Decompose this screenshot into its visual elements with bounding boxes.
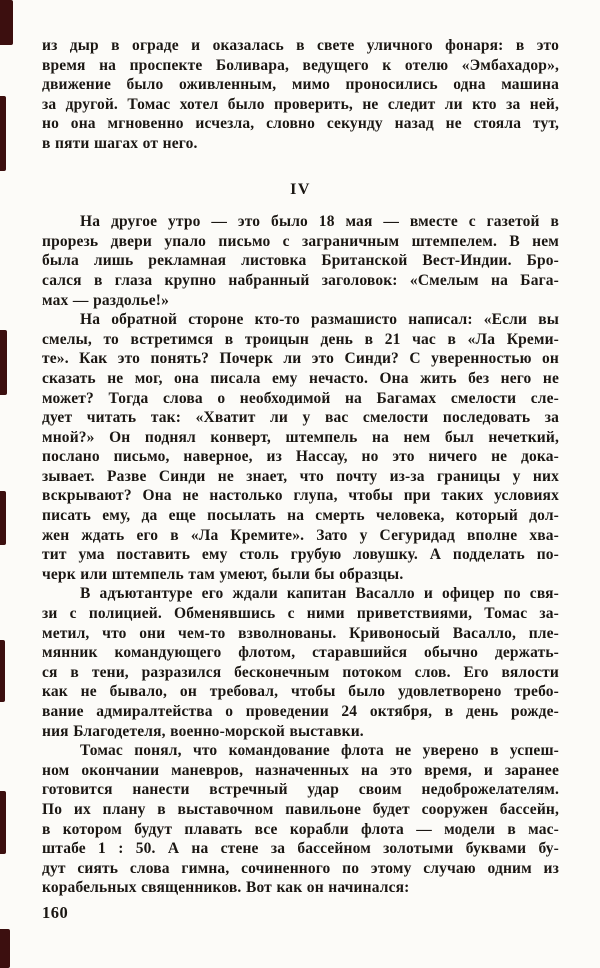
paragraph bbox=[42, 36, 559, 154]
text-line: сказать не мог, она писала ему нечасто. Она жить без него не bbox=[42, 369, 559, 387]
text-line: На другое утро — это было 18 мая — вместе с газетой в bbox=[80, 213, 559, 231]
text-line: мянник командующего флотом, старавшийся обычно держать- bbox=[42, 644, 559, 662]
text-line: мах — раздолье!» bbox=[42, 291, 169, 309]
text-line: ся в тени, разразился бесконечным потоком слов. Его вялости bbox=[42, 663, 559, 681]
text-line: за другой. Томас хотел было проверить, не следит ли кто за ней, bbox=[42, 95, 559, 113]
text-line: вание адмиралтейства о проведении 24 октября, в день рожде- bbox=[42, 703, 559, 720]
text-line: На обратной стороне кто-то размашисто написал: «Если вы bbox=[80, 311, 559, 329]
text-line: как не бывало, он требовал, чтобы было удовлетворено требо- bbox=[42, 683, 559, 701]
text-line: тит ума поставить ему столь грубую ловушку. А подделать по- bbox=[42, 546, 559, 564]
paragraph bbox=[42, 212, 559, 310]
text-line: из дыр в ограде и оказалась в свете уличного фонаря: в это bbox=[42, 37, 559, 54]
text-line: те». Как это понять? Почерк ли это Синди? С уверенностью он bbox=[42, 350, 559, 368]
text-line: зи с полицией. Обменявшись с ними приветствиями, Томас за- bbox=[42, 605, 559, 623]
text-line: жен ждать его в «Ла Кремите». Зато у Сегуридад вполне хва- bbox=[42, 526, 559, 544]
scan-gutter-mark bbox=[0, 0, 13, 45]
section-heading: IV bbox=[290, 180, 311, 198]
scan-gutter-mark bbox=[0, 640, 5, 702]
text-line: ния Благодетеля, военно-морской выставки. bbox=[42, 722, 364, 740]
text-line: движение было оживленным, мимо проносились одна машина bbox=[42, 76, 559, 94]
paragraph bbox=[42, 310, 559, 584]
text-line: в котором будут плавать все корабли флота — модели в мас- bbox=[42, 820, 559, 838]
text-line: метил, что они чем-то взволнованы. Кривоносый Васалло, пле- bbox=[42, 624, 559, 642]
text-line: штабе 1 : 50. А на стене за бассейном золотыми буквами бу- bbox=[42, 840, 559, 858]
paragraph bbox=[42, 584, 559, 741]
text-line: зывает. Разве Синди не знает, что почту из-за границы у них bbox=[42, 467, 559, 485]
text-line: черк или штемпель там умеют, были бы образцы. bbox=[42, 565, 404, 583]
text-line: была лишь рекламная листовка Британской Вест-Индии. Бро- bbox=[42, 252, 559, 270]
text-line: в пяти шагах от него. bbox=[42, 134, 198, 152]
scan-gutter-mark bbox=[0, 96, 6, 171]
text-line: дует читать так: «Хватит ли у вас смелости последовать за bbox=[42, 409, 559, 427]
text-line: Томас понял, что командование флота не уверено в успеш- bbox=[80, 742, 559, 760]
text-line: послано письмо, наверное, из Нассау, но это ничего не дока- bbox=[42, 448, 559, 466]
scan-gutter-mark bbox=[0, 929, 10, 968]
text-line: но она мгновенно исчезла, словно секунду назад не стояла тут, bbox=[42, 115, 559, 133]
text-line: время на проспекте Боливара, ведущего к отелю «Эмбахадор», bbox=[42, 56, 559, 74]
page-number: 160 bbox=[42, 903, 69, 922]
text-line: сался в глаза крупно набранный заголовок: «Смелым на Бага- bbox=[42, 271, 559, 289]
scan-gutter-mark bbox=[0, 791, 6, 854]
text-line: смелы, то встретимся в троицын день в 21 час в «Ла Креми- bbox=[42, 330, 559, 348]
text-line: В адъютантуре его ждали капитан Васалло и офицер по свя- bbox=[80, 585, 559, 603]
text-line: может? Тогда слова о необходимой на Багамах смелости сле- bbox=[42, 389, 559, 407]
paragraph bbox=[42, 741, 559, 898]
text-line: готовится нанести встречный удар своим недоброжелателям. bbox=[42, 781, 559, 799]
text-line: ном окончании маневров, назначенных на это время, и заранее bbox=[42, 761, 559, 779]
text-line: писать ему, да еще посылать на смерть человека, который дол- bbox=[42, 507, 559, 525]
text-line: По их плану в выставочном павильоне будет сооружен бассейн, bbox=[42, 800, 559, 818]
text-line: мной?» Он поднял конверт, штемпель на нем был нечеткий, bbox=[42, 428, 559, 446]
text-line: прорезь двери упало письмо с заграничным штемпелем. В нем bbox=[42, 232, 559, 250]
text-line: вскрывают? Она не настолько глупа, чтобы при таких условиях bbox=[42, 487, 559, 505]
scan-gutter-mark bbox=[0, 491, 6, 545]
scan-gutter-mark bbox=[0, 330, 7, 395]
text-line: дут сиять слова гимна, сочиненного по этому случаю одним из bbox=[42, 859, 559, 877]
text-line: корабельных священников. Вот как он начинался: bbox=[42, 879, 410, 897]
page-text bbox=[42, 36, 559, 898]
